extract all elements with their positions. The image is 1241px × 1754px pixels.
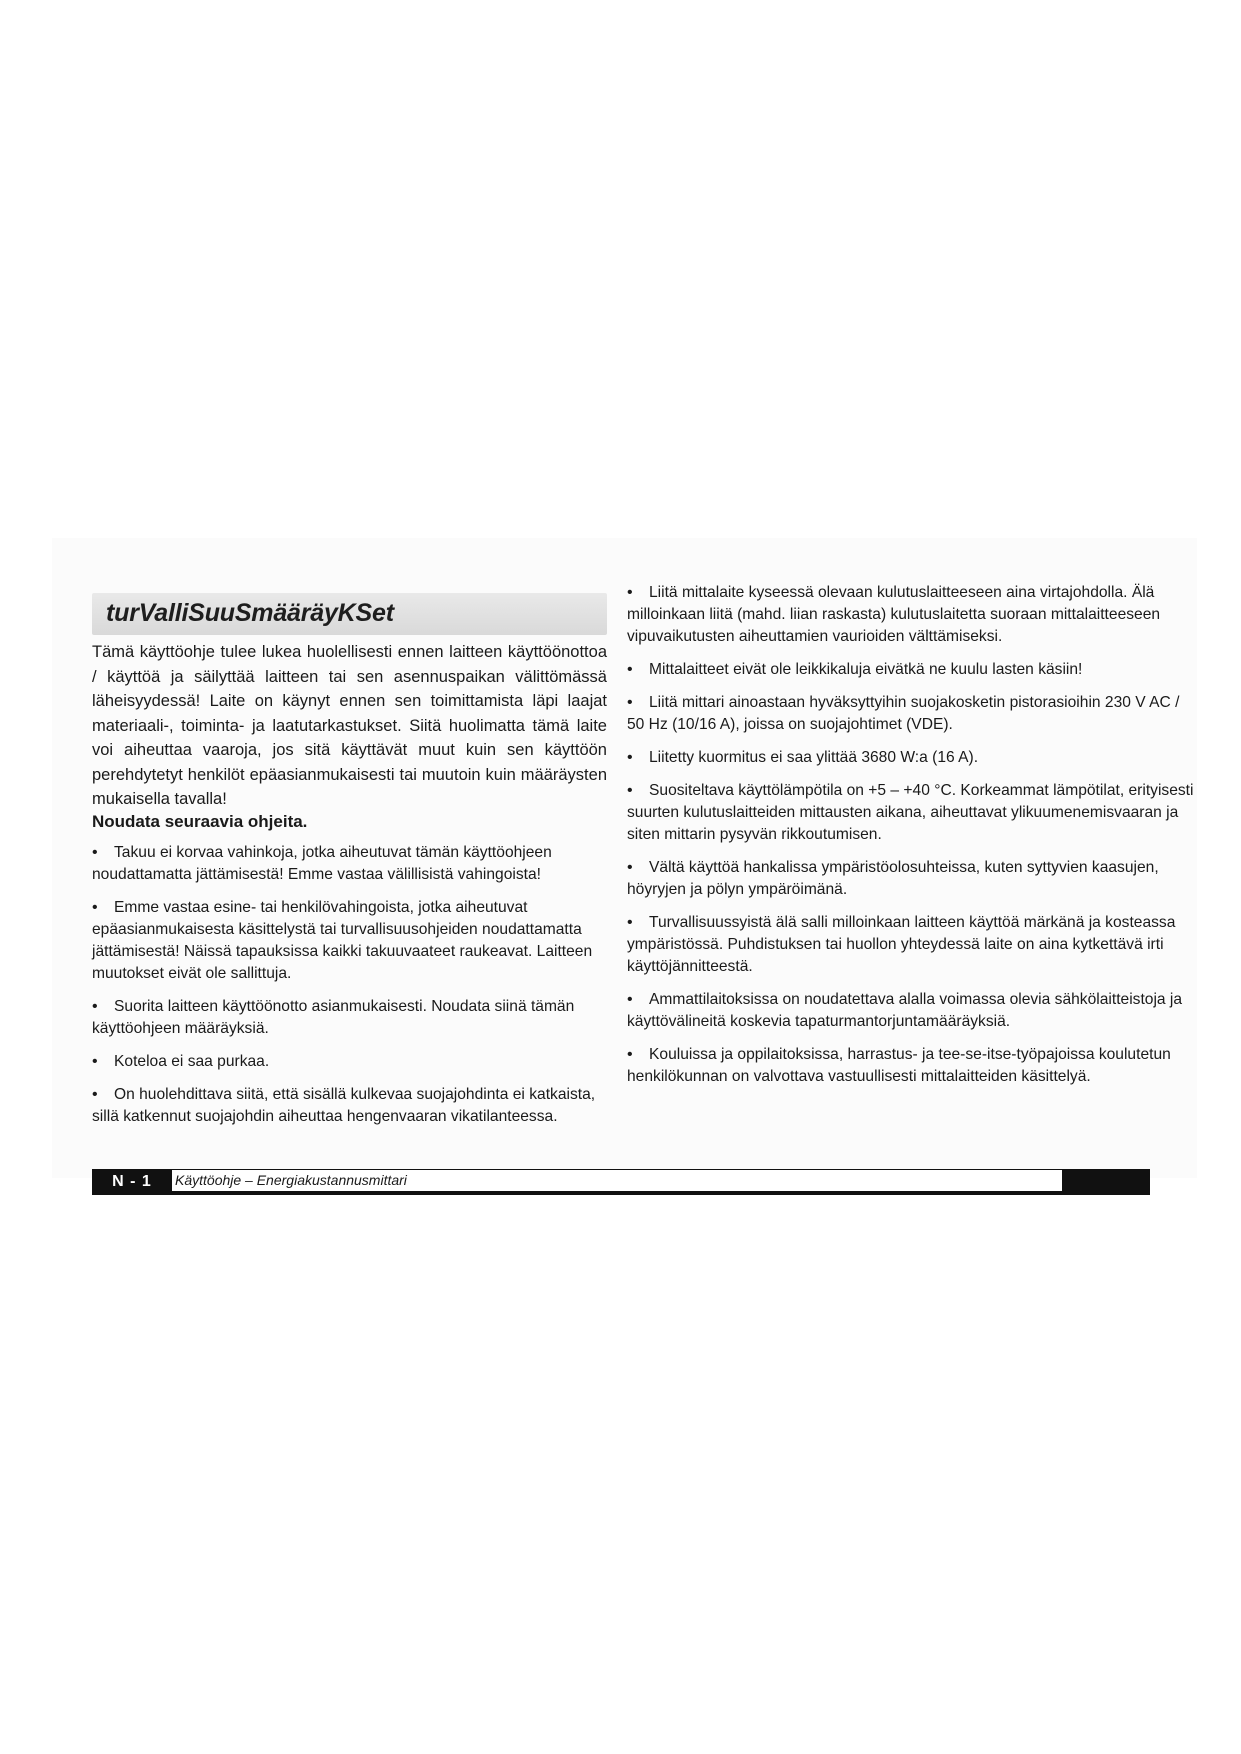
bullet-icon: • [627, 914, 633, 931]
bullet-icon: • [92, 844, 98, 861]
bullet-icon: • [627, 661, 633, 678]
left-instruction-list [92, 842, 612, 1139]
list-item-text: Turvallisuussyistä älä salli milloinkaan laitteen käyttöä märkänä ja kosteassa ympäristössä. Puhdistuksen tai huollon yhteydessä laite on aina kytkettävä irti käyttöjännitteestä. [627, 914, 1176, 975]
list-item-text: Takuu ei korvaa vahinkoja, jotka aiheutuvat tämän käyttöohjeen noudattamatta jättämisestä! Emme vastaa välillisistä vahingoista! [92, 844, 552, 883]
list-item [627, 692, 1195, 736]
bullet-icon: • [627, 782, 633, 799]
instructions-heading: Noudata seuraavia ohjeita. [92, 812, 308, 831]
list-item [92, 842, 612, 886]
list-item-text: Kouluissa ja oppilaitoksissa, harrastus- ja tee-se-itse-työpajoissa koulutetun henkilökunnan on valvottava vastuullisesti mittalaitteiden käsittelyä. [627, 1046, 1171, 1085]
list-item-text: On huolehdittava siitä, että sisällä kulkevaa suojajohdinta ei katkaista, sillä katkennut suojajohdin aiheuttaa hengenvaaran vikatilanteessa. [92, 1086, 596, 1125]
list-item-text: Emme vastaa esine- tai henkilövahingoista, jotka aiheutuvat epäasianmukaisesta käsittelystä tai turvallisuusohjeiden noudattamatta jättämisestä! Näissä tapauksissa kaikki takuuvaateet raukeavat. Laitteen muutokset eivät ole sallittuja. [92, 899, 593, 982]
list-item-text: Koteloa ei saa purkaa. [114, 1053, 270, 1070]
bullet-icon: • [627, 1046, 633, 1063]
list-item [627, 989, 1195, 1033]
bullet-icon: • [627, 991, 633, 1008]
page-number: N - 1 [112, 1173, 152, 1190]
list-item-text: Suositeltava käyttölämpötila on +5 – +40 °C. Korkeammat lämpötilat, erityisesti suurten kulutuslaitteiden mittausten aikana, aiheuttavat ylikuumenemisvaaran ja siten mittarin pysyvän rikkoutumisen. [627, 782, 1194, 843]
bullet-icon: • [627, 859, 633, 876]
list-item [627, 857, 1195, 901]
list-item [627, 780, 1195, 846]
list-item-text: Ammattilaitoksissa on noudatettava alalla voimassa olevia sähkölaitteistoja ja käyttövälineitä koskevia tapaturmantorjuntamääräyksiä. [627, 991, 1183, 1030]
list-item-text: Suorita laitteen käyttöönotto asianmukaisesti. Noudata siinä tämän käyttöohjeen määräyksiä. [92, 998, 575, 1037]
bullet-icon: • [627, 584, 633, 601]
list-item [627, 747, 1195, 769]
list-item-text: Liitä mittari ainoastaan hyväksyttyihin suojakosketin pistorasioihin 230 V AC / 50 Hz (10/16 A), joissa on suojajohtimet (VDE). [627, 694, 1180, 733]
list-item [92, 897, 612, 985]
footer-document-title: Käyttöohje – Energiakustannusmittari [175, 1172, 407, 1188]
list-item [627, 1044, 1195, 1088]
list-item [92, 1084, 612, 1128]
intro-paragraph: Tämä käyttöohje tulee lukea huolellisesti ennen laitteen käyttöönottoa / käyttöä ja säilyttää laitteen tai sen asennuspaikan välittömässä läheisyydessä! Laite on käynyt ennen sen toimittamista läpi laajat materiaali-, toiminta- ja laatutarkastukset. Siitä huolimatta tämä laite voi aiheuttaa vaaroja, jos sitä käyttävät muut kuin sen käyttöön perehdytetyt henkilöt epäasianmukaisesti tai muutoin kuin määräysten mukaisella tavalla! [92, 643, 607, 808]
list-item-text: Mittalaitteet eivät ole leikkikaluja eivätkä ne kuulu lasten käsiin! [649, 661, 1083, 678]
list-item [92, 996, 612, 1040]
list-item [92, 1051, 612, 1073]
list-item-text: Liitä mittalaite kyseessä olevaan kulutuslaitteeseen aina virtajohdolla. Älä milloinkaan liitä (mahd. liian raskasta) kulutuslaitetta suoraan mittalaitteeseen vipuvaikutusten aiheuttamien vaurioiden välttämiseksi. [627, 584, 1161, 645]
bullet-icon: • [627, 694, 633, 711]
bullet-icon: • [627, 749, 633, 766]
right-instruction-list [627, 582, 1195, 1099]
list-item-text: Vältä käyttöä hankalissa ympäristöolosuhteissa, kuten syttyvien kaasujen, höyryjen ja pölyn ympäröimänä. [627, 859, 1159, 898]
bullet-icon: • [92, 998, 98, 1015]
bullet-icon: • [92, 1053, 98, 1070]
list-item [627, 582, 1195, 648]
bullet-icon: • [92, 1086, 98, 1103]
section-title: turValliSuuSmääräyKSet [106, 599, 394, 627]
list-item-text: Liitetty kuormitus ei saa ylittää 3680 W:a (16 A). [649, 749, 979, 766]
bullet-icon: • [92, 899, 98, 916]
list-item [627, 912, 1195, 978]
list-item [627, 659, 1195, 681]
